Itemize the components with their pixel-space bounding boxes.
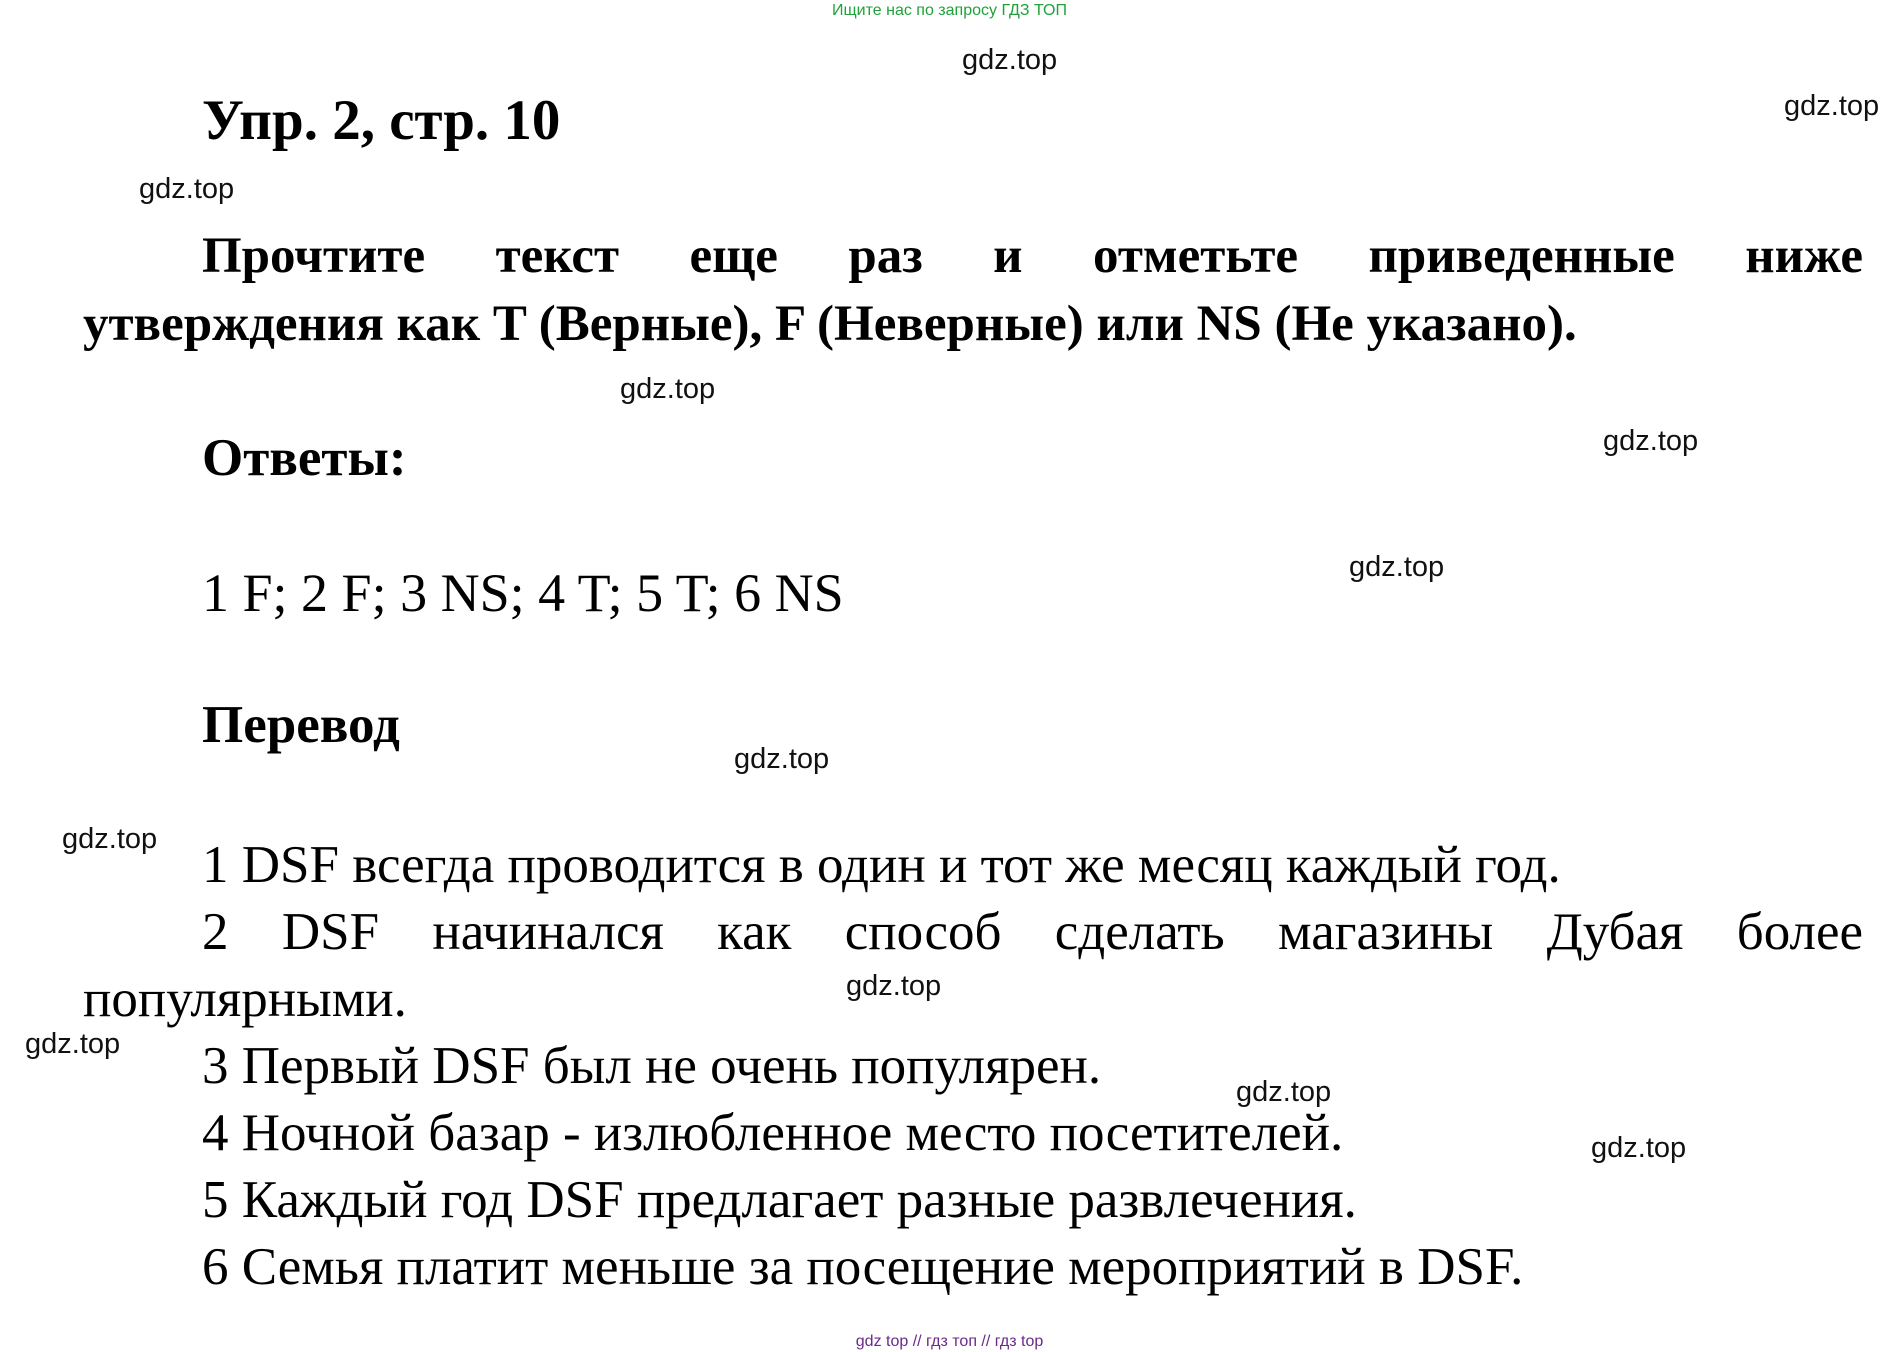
watermark: gdz.top <box>25 1028 121 1060</box>
watermark: gdz.top <box>1784 90 1880 122</box>
translation-item-1: 1 DSF всегда проводится в один и тот же месяц каждый год. <box>202 836 1561 894</box>
watermark: gdz.top <box>620 373 716 405</box>
watermark: gdz.top <box>1349 551 1445 583</box>
translation-item-5: 5 Каждый год DSF предлагает разные развлечения. <box>202 1171 1357 1229</box>
translation-item-4: 4 Ночной базар - излюбленное место посетителей. <box>202 1104 1344 1162</box>
translation-item-6: 6 Семья платит меньше за посещение мероприятий в DSF. <box>202 1238 1524 1296</box>
watermark: gdz.top <box>1236 1076 1332 1108</box>
top-banner: Ищите нас по запросу ГДЗ ТОП <box>832 2 1067 19</box>
translation-item-2: 2 DSF начинался как способ сделать магазины Дубая более <box>202 903 1863 961</box>
exercise-title: Упр. 2, стр. 10 <box>202 89 561 152</box>
task-instructions <box>83 222 1863 358</box>
watermark: gdz.top <box>139 173 235 205</box>
translation-heading: Перевод <box>202 696 400 754</box>
task-line-2: утверждения как T (Верные), F (Неверные) или NS (Не указано). <box>83 296 1577 352</box>
watermark: gdz.top <box>734 743 830 775</box>
task-line-1: Прочтите текст еще раз и отметьте приведенные ниже <box>202 228 1863 284</box>
translation-list <box>83 832 1863 1301</box>
watermark: gdz.top <box>1591 1132 1687 1164</box>
translation-item-3: 3 Первый DSF был не очень популярен. <box>202 1037 1102 1095</box>
answers-heading: Ответы: <box>202 429 407 487</box>
watermark: gdz.top <box>62 823 158 855</box>
watermark: gdz.top <box>846 970 942 1002</box>
translation-item-2-continued: популярными. <box>83 970 407 1028</box>
footer-watermark: gdz top // гдз топ // гдз top <box>855 1333 1044 1350</box>
answers-text: 1 F; 2 F; 3 NS; 4 T; 5 T; 6 NS <box>202 563 844 623</box>
watermark: gdz.top <box>1603 425 1699 457</box>
watermark: gdz.top <box>962 44 1058 76</box>
